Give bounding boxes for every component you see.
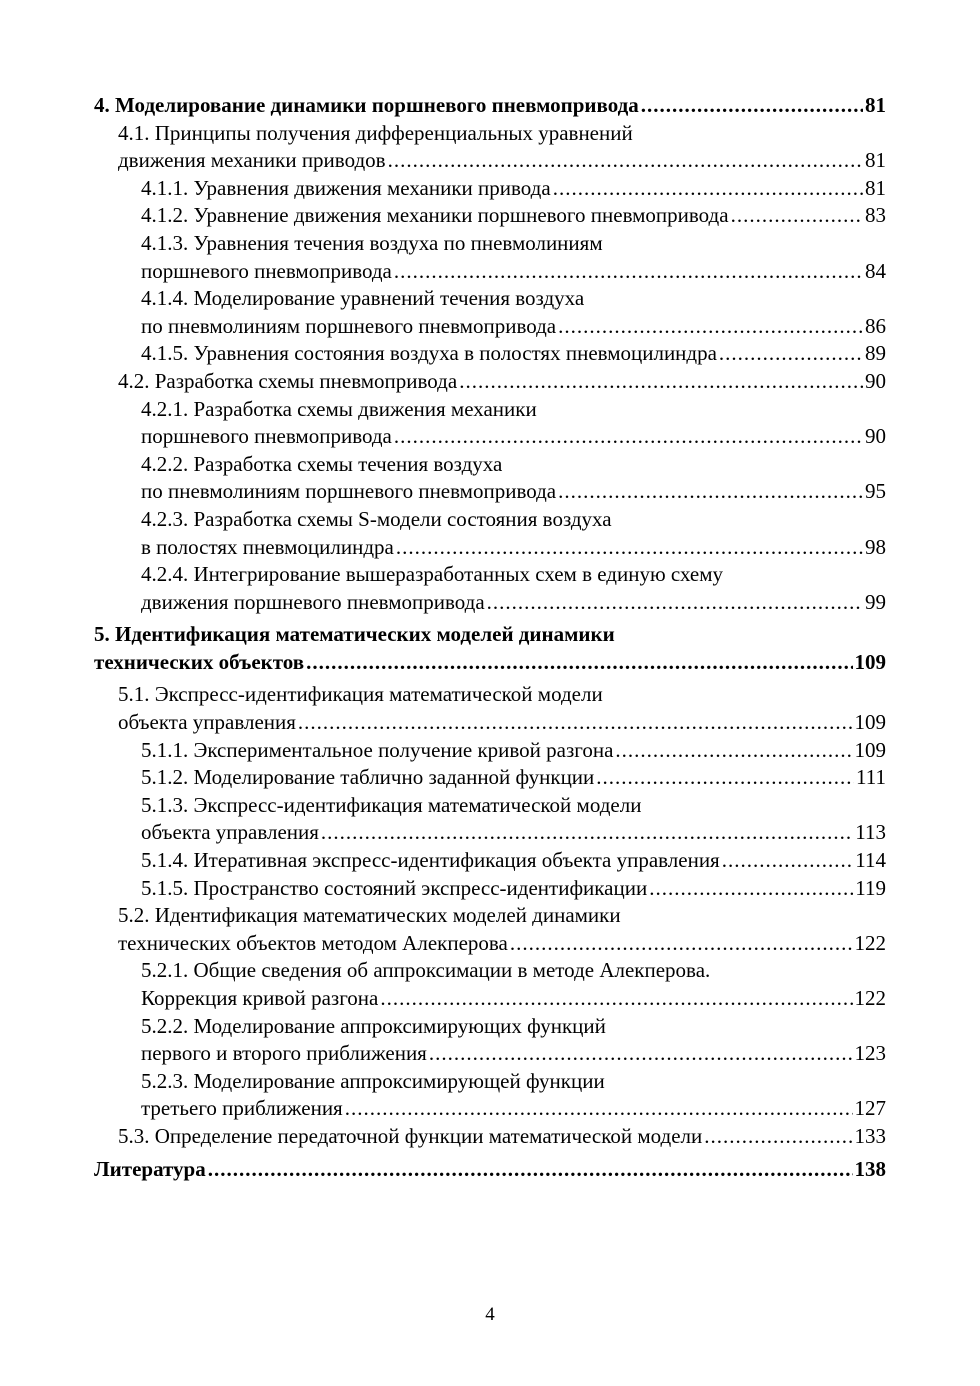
toc-entry-row bbox=[94, 1156, 886, 1184]
dot-leader bbox=[394, 423, 863, 451]
toc-entry[interactable] bbox=[94, 230, 886, 285]
toc-entry-row bbox=[141, 737, 886, 765]
toc-entry-page: 109 bbox=[854, 737, 886, 762]
toc-entry-title: 5.3. Определение передаточной функции математической модели bbox=[118, 1123, 703, 1148]
toc-entry-title-line: 5.2.3. Моделирование аппроксимирующей функции bbox=[141, 1068, 605, 1093]
toc-entry[interactable] bbox=[94, 202, 886, 230]
toc-entry[interactable] bbox=[94, 847, 886, 875]
toc-entry-title: технических объектов bbox=[94, 649, 305, 674]
toc-entry-row bbox=[141, 423, 886, 451]
dot-leader bbox=[321, 819, 853, 847]
dot-leader bbox=[487, 589, 863, 617]
toc-entry-title-line: 5.1. Экспресс-идентификация математической модели bbox=[118, 682, 603, 707]
toc-entry-title-line: 4.2.4. Интегрирование вышеразработанных схем в единую схему bbox=[141, 562, 724, 587]
dot-leader bbox=[429, 1040, 853, 1068]
toc-entry[interactable] bbox=[94, 875, 886, 903]
toc-entry[interactable] bbox=[94, 792, 886, 847]
toc-entry-row bbox=[141, 313, 886, 341]
toc-entry-title: Коррекция кривой разгона bbox=[141, 986, 379, 1010]
toc-entry[interactable] bbox=[94, 561, 886, 616]
dot-leader bbox=[641, 92, 863, 120]
toc-entry-title: поршневого пневмопривода bbox=[141, 424, 392, 449]
dot-leader bbox=[459, 368, 863, 396]
toc-entry-row bbox=[141, 175, 886, 203]
toc-entry-row bbox=[141, 1095, 886, 1123]
toc-entry[interactable] bbox=[94, 506, 886, 561]
toc-entry-title-line: 5.1.3. Экспресс-идентификация математической модели bbox=[141, 792, 642, 817]
toc-entry-row bbox=[141, 819, 886, 847]
dot-leader bbox=[649, 875, 853, 903]
dot-leader bbox=[558, 478, 863, 506]
toc-entry-title: 4. Моделирование динамики поршневого пневмопривода bbox=[94, 93, 639, 117]
toc-entry-page: 114 bbox=[855, 848, 886, 873]
dot-leader bbox=[345, 1095, 853, 1123]
dot-leader bbox=[704, 1123, 852, 1151]
toc-entry-page: 90 bbox=[865, 424, 886, 449]
toc-entry[interactable] bbox=[94, 451, 886, 506]
dot-leader bbox=[722, 847, 854, 875]
page-number: 4 bbox=[485, 1304, 495, 1325]
toc-entry-page: 122 bbox=[854, 930, 886, 955]
toc-entry-row bbox=[141, 258, 886, 286]
dot-leader bbox=[380, 985, 852, 1013]
toc-entry[interactable] bbox=[94, 1068, 886, 1123]
toc-entry-title-line: 5. Идентификация математических моделей динамики bbox=[94, 622, 615, 647]
toc-entry-title: по пневмолиниям поршневого пневмопривода bbox=[141, 479, 557, 504]
toc-entry-row bbox=[118, 930, 886, 958]
toc-entry-page: 81 bbox=[865, 175, 886, 200]
toc-entry[interactable] bbox=[94, 285, 886, 340]
dot-leader bbox=[388, 147, 863, 175]
toc-entry-page: 111 bbox=[856, 765, 886, 790]
toc-entry-row bbox=[141, 1040, 886, 1068]
toc-entry-row bbox=[141, 589, 886, 617]
toc-entry-title: 4.1.2. Уравнение движения механики поршневого пневмопривода bbox=[141, 203, 729, 228]
toc-entry-title-line: 5.2.1. Общие сведения об аппроксимации в методе Алекперова. bbox=[141, 958, 711, 983]
toc-entry-page: 89 bbox=[865, 341, 886, 366]
toc-entry-title: 4.1.1. Уравнения движения механики привода bbox=[141, 175, 551, 200]
toc-entry-row bbox=[141, 985, 886, 1013]
dot-leader bbox=[208, 1156, 853, 1184]
toc-entry[interactable] bbox=[94, 396, 886, 451]
toc-entry[interactable] bbox=[94, 764, 886, 792]
toc-entry[interactable] bbox=[94, 621, 886, 676]
toc-entry-row bbox=[118, 1123, 886, 1151]
toc-entry-title-line: 4.1.4. Моделирование уравнений течения воздуха bbox=[141, 286, 585, 311]
toc-entry-page: 81 bbox=[865, 93, 886, 117]
dot-leader bbox=[396, 534, 863, 562]
toc-entry-title: по пневмолиниям поршневого пневмопривода bbox=[141, 313, 557, 338]
toc-entry-title: поршневого пневмопривода bbox=[141, 258, 392, 283]
toc-entry-title-line: 4.2.3. Разработка схемы S-модели состояния воздуха bbox=[141, 506, 612, 531]
toc-entry-page: 133 bbox=[854, 1123, 886, 1148]
toc-entry-title: 5.1.5. Пространство состояний экспресс-идентификации bbox=[141, 875, 648, 900]
toc-entry-page: 86 bbox=[865, 313, 886, 338]
toc-entry-row bbox=[141, 202, 886, 230]
toc-entry[interactable] bbox=[94, 92, 886, 120]
dot-leader bbox=[596, 764, 854, 792]
toc-entry-title-line: 4.1. Принципы получения дифференциальных уравнений bbox=[118, 120, 633, 145]
toc-entry-title: объекта управления bbox=[141, 820, 319, 845]
toc-entry-page: 109 bbox=[854, 649, 886, 674]
toc-entry-row bbox=[118, 709, 886, 737]
dot-leader bbox=[553, 175, 863, 203]
toc-entry-row bbox=[141, 340, 886, 368]
toc-entry-title: технических объектов методом Алекперова bbox=[118, 930, 508, 955]
toc-entry-page: 109 bbox=[854, 710, 886, 735]
toc-entry-page: 81 bbox=[865, 148, 886, 173]
toc-entry-row bbox=[141, 847, 886, 875]
toc-entry-title: 5.1.1. Экспериментальное получение кривой разгона bbox=[141, 737, 614, 762]
toc-entry[interactable] bbox=[94, 1123, 886, 1151]
toc-entry-row bbox=[118, 368, 886, 396]
toc-entry-title-line: 4.2.2. Разработка схемы течения воздуха bbox=[141, 451, 503, 476]
dot-leader bbox=[298, 709, 853, 737]
toc-entry-title: 4.2. Разработка схемы пневмопривода bbox=[118, 368, 458, 393]
toc-entry-page: 123 bbox=[854, 1041, 886, 1066]
dot-leader bbox=[510, 930, 853, 958]
dot-leader bbox=[731, 202, 863, 230]
toc-entry[interactable] bbox=[94, 957, 886, 1012]
toc-entry-title-line: 5.2.2. Моделирование аппроксимирующих функций bbox=[141, 1013, 606, 1038]
toc-entry-page: 113 bbox=[855, 820, 886, 845]
toc-entry-page: 95 bbox=[865, 479, 886, 504]
toc-entry-title: Литература bbox=[94, 1156, 206, 1181]
toc-entry-page: 138 bbox=[854, 1156, 886, 1181]
toc-entry-page: 98 bbox=[865, 534, 886, 559]
toc-entry-row bbox=[141, 875, 886, 903]
toc-entry[interactable] bbox=[94, 1013, 886, 1068]
toc-entry-row bbox=[141, 534, 886, 562]
toc-entry-title-line: 5.2. Идентификация математических моделей динамики bbox=[118, 903, 621, 928]
toc-entry-row bbox=[94, 92, 886, 120]
toc-entry-title: первого и второго приближения bbox=[141, 1041, 427, 1066]
toc-entry-row bbox=[94, 649, 886, 677]
toc-entry-title: 4.1.5. Уравнения состояния воздуха в полостях пневмоцилиндра bbox=[141, 341, 717, 366]
toc-entry-title: 5.1.2. Моделирование таблично заданной функции bbox=[141, 765, 595, 790]
toc-entry-title: 5.1.4. Итеративная экспресс-идентификация объекта управления bbox=[141, 848, 720, 873]
toc-entry-page: 127 bbox=[854, 1096, 886, 1121]
toc-entry-title: движения механики приводов bbox=[118, 148, 386, 173]
dot-leader bbox=[719, 340, 863, 368]
toc-entry-page: 84 bbox=[865, 258, 886, 283]
toc-entry[interactable] bbox=[94, 368, 886, 396]
toc-entry[interactable] bbox=[94, 120, 886, 175]
toc-entry-title: третьего приближения bbox=[141, 1096, 343, 1121]
toc-entry[interactable] bbox=[94, 340, 886, 368]
toc-entry[interactable] bbox=[94, 1156, 886, 1184]
toc-entry-title: объекта управления bbox=[118, 710, 296, 735]
dot-leader bbox=[394, 258, 863, 286]
dot-leader bbox=[306, 649, 852, 677]
dot-leader bbox=[558, 313, 863, 341]
toc-entry-row bbox=[141, 478, 886, 506]
toc-entry-title: движения поршневого пневмопривода bbox=[141, 589, 485, 614]
toc-entry-row bbox=[141, 764, 886, 792]
toc-entry-page: 122 bbox=[854, 986, 886, 1010]
toc-entry-title-line: 4.2.1. Разработка схемы движения механики bbox=[141, 396, 537, 421]
table-of-contents bbox=[94, 92, 886, 1183]
toc-entry-page: 119 bbox=[855, 875, 886, 900]
toc-entry-title-line: 4.1.3. Уравнения течения воздуха по пневмолиниям bbox=[141, 230, 603, 255]
toc-entry-page: 99 bbox=[865, 589, 886, 614]
toc-entry[interactable] bbox=[94, 737, 886, 765]
toc-entry-page: 90 bbox=[865, 368, 886, 393]
toc-entry[interactable] bbox=[94, 902, 886, 957]
dot-leader bbox=[615, 737, 852, 765]
toc-entry[interactable] bbox=[94, 681, 886, 736]
toc-entry[interactable] bbox=[94, 175, 886, 203]
toc-entry-page: 83 bbox=[865, 203, 886, 228]
toc-entry-title: в полостях пневмоцилиндра bbox=[141, 534, 394, 559]
toc-entry-row bbox=[118, 147, 886, 175]
